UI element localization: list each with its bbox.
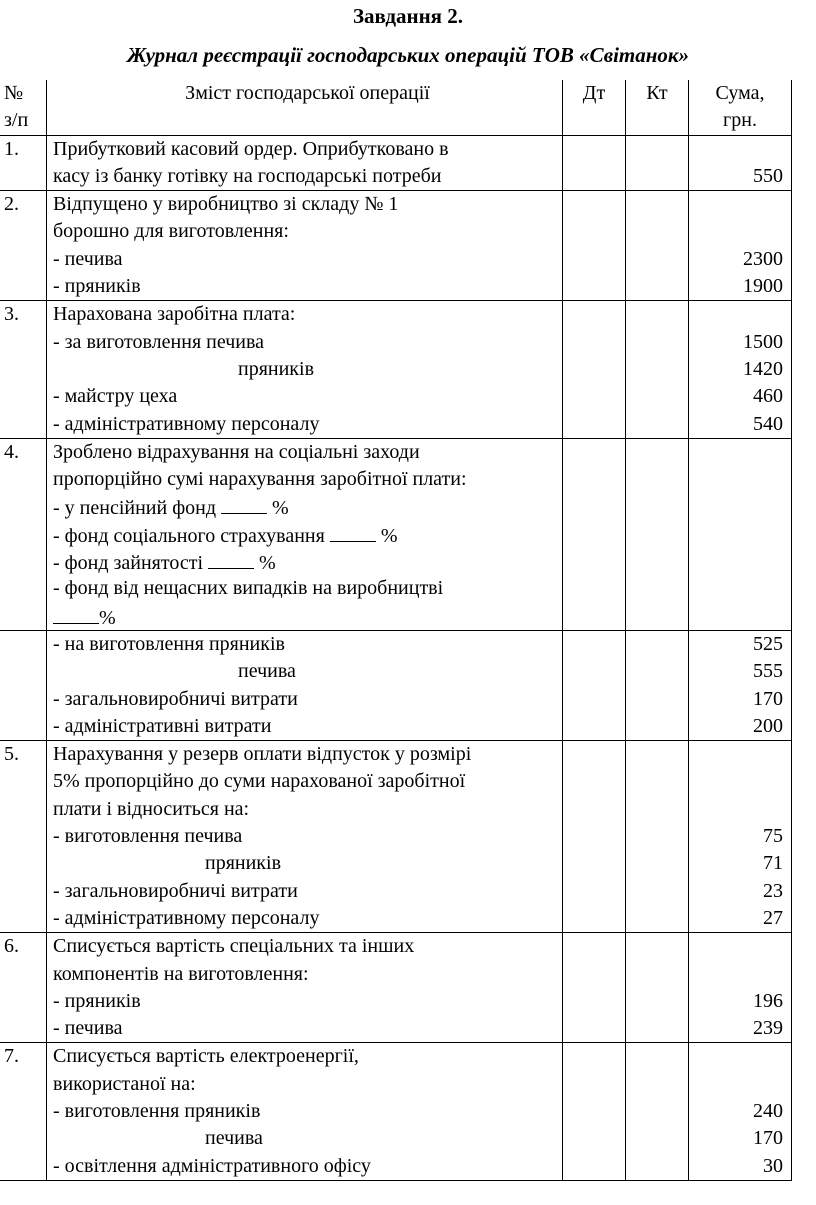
credit-cell [626, 438, 689, 630]
row-number [0, 630, 47, 740]
credit-cell [626, 933, 689, 1043]
table-row [0, 1043, 792, 1180]
credit-cell [626, 630, 689, 740]
header-content: Зміст господарської операції [47, 80, 563, 135]
sum-cell: 550 [689, 135, 792, 191]
debit-cell [563, 301, 626, 438]
credit-cell [626, 1043, 689, 1180]
operation-description: Нарахування у резерв оплати відпусток у розмірі 5% пропорційно до суми нарахованої заробітної плати і відноситься на: - виготовлення печива пряників - загальновиробничі витрати - адміністративному персоналу [47, 741, 563, 933]
sum-cell: 2300 1900 [689, 191, 792, 301]
credit-cell [626, 191, 689, 301]
table-header-row [0, 80, 792, 135]
percent-blank [221, 493, 267, 514]
row-number: 6. [0, 933, 47, 1043]
credit-cell [626, 135, 689, 191]
row-number: 5. [0, 741, 47, 933]
header-credit: Кт [626, 80, 689, 135]
operation-description: Нарахована заробітна плата: - за виготовлення печива пряників - майстру цеха - адміністративному персоналу [47, 301, 563, 438]
debit-cell [563, 135, 626, 191]
debit-cell [563, 741, 626, 933]
header-number: № з/п [0, 80, 47, 135]
credit-cell [626, 301, 689, 438]
sum-cell: 525 555 170 200 [689, 630, 792, 740]
sum-cell [689, 438, 792, 630]
table-row [0, 438, 792, 630]
header-debit: Дт [563, 80, 626, 135]
percent-blank [330, 521, 376, 542]
table-row [0, 630, 792, 740]
operation-description: Списується вартість електроенергії, використаної на: - виготовлення пряників печива - освітлення адміністративного офісу [47, 1043, 563, 1180]
table-row [0, 191, 792, 301]
header-sum: Сума, грн. [689, 80, 792, 135]
sum-cell: 240 170 30 [689, 1043, 792, 1180]
debit-cell [563, 933, 626, 1043]
operations-journal-table [0, 80, 792, 1181]
table-row [0, 301, 792, 438]
debit-cell [563, 1043, 626, 1180]
table-row [0, 741, 792, 933]
operation-description: Списується вартість спеціальних та інших компонентів на виготовлення: - пряників - печива [47, 933, 563, 1043]
row-number: 3. [0, 301, 47, 438]
sum-cell: 75 71 23 27 [689, 741, 792, 933]
sum-cell: 196 239 [689, 933, 792, 1043]
percent-blank [208, 548, 254, 569]
debit-cell [563, 191, 626, 301]
table-row [0, 135, 792, 191]
journal-title: Журнал реєстрації господарських операцій ТОВ «Світанок» [126, 43, 690, 67]
table-row [0, 933, 792, 1043]
operation-description: Зроблено відрахування на соціальні заходи пропорційно сумі нарахування заробітної плати: - у пенсійний фонд % - фонд соціального страхування % - фонд зайнятості % - фонд від нещасних випадків на виробництві % [47, 438, 563, 630]
task-title: Завдання 2. [352, 4, 464, 28]
row-number: 1. [0, 135, 47, 191]
operation-description: Прибутковий касовий ордер. Оприбутковано в касу із банку готівку на господарські потреби [47, 135, 563, 191]
credit-cell [626, 741, 689, 933]
debit-cell [563, 630, 626, 740]
operation-description: Відпущено у виробництво зі складу № 1 борошно для виготовлення: - печива - пряників [47, 191, 563, 301]
row-number: 7. [0, 1043, 47, 1180]
debit-cell [563, 438, 626, 630]
sum-cell: 1500 1420 460 540 [689, 301, 792, 438]
row-number: 2. [0, 191, 47, 301]
percent-blank [53, 603, 99, 624]
row-number: 4. [0, 438, 47, 630]
operation-description: - на виготовлення пряників печива - загальновиробничі витрати - адміністративні витрати [47, 630, 563, 740]
